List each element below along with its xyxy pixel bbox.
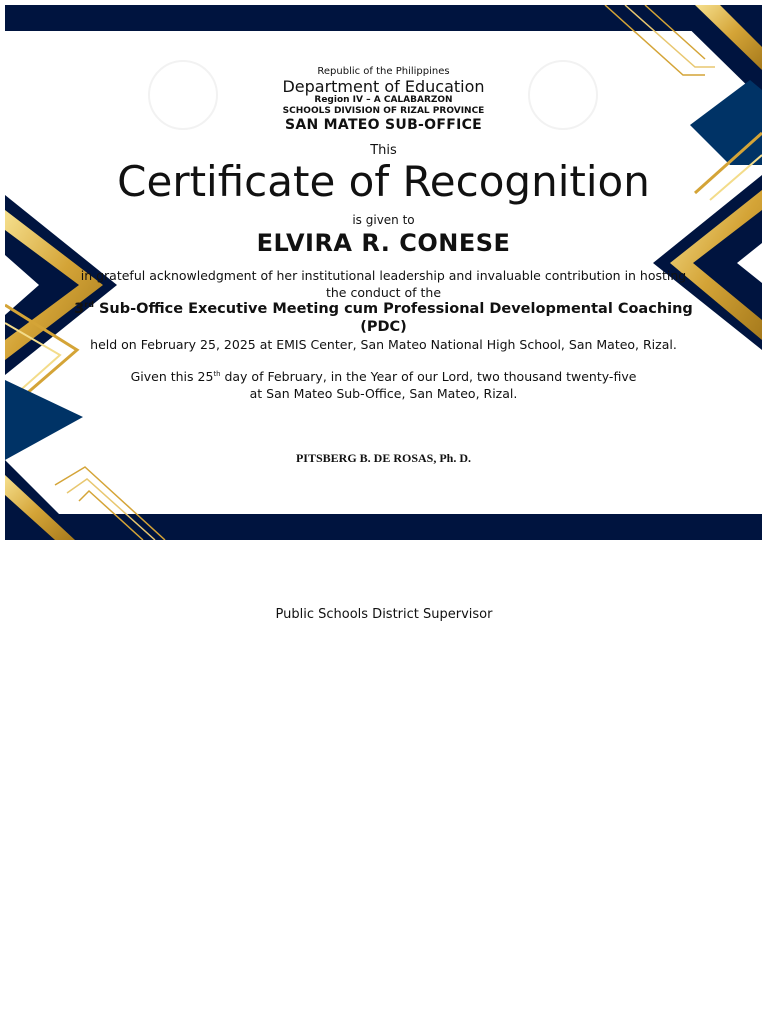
division-heading: SCHOOLS DIVISION OF RIZAL PROVINCE [282,106,485,116]
event-name-line-2: (PDC) [360,319,407,335]
republic-heading: Republic of the Philippines [317,66,450,77]
event-name-line-1 [5,301,762,317]
event-name-text: Sub-Office Executive Meeting cum Professional Developmental Coaching [93,301,693,317]
given-day-suffix: th [213,369,221,378]
event-details: held on February 25, 2025 at EMIS Center, San Mateo National High School, San Mateo, Rizal. [90,337,677,352]
given-prefix: Given this 25 [130,369,214,384]
signatory-name: PITSBERG B. DE ROSAS, Ph. D. [295,451,472,465]
event-ordinal-suffix: rd [84,300,94,310]
event-ordinal-number: 3 [74,301,85,317]
certificate-title: Certificate of Recognition [117,157,650,206]
this-label: This [370,143,397,158]
suboffice-heading: SAN MATEO SUB-OFFICE [284,117,483,133]
given-to-label: is given to [352,213,415,227]
region-heading: Region IV – A CALABARZON [314,95,453,105]
certificate [5,5,762,540]
acknowledgment-line-1: in grateful acknowledgment of her institutional leadership and invaluable contribution in hosting [80,268,687,283]
given-date-line [5,369,762,384]
acknowledgment-line-2: the conduct of the [325,285,442,300]
department-heading: Department of Education [282,77,485,96]
certificate-content [5,5,762,540]
recipient-name: ELVIRA R. CONESE [256,229,511,257]
signatory-position: Public Schools District Supervisor [275,607,493,622]
given-location-line: at San Mateo Sub-Office, San Mateo, Rizal. [249,386,518,401]
given-rest: day of February, in the Year of our Lord, two thousand twenty-five [220,369,637,384]
